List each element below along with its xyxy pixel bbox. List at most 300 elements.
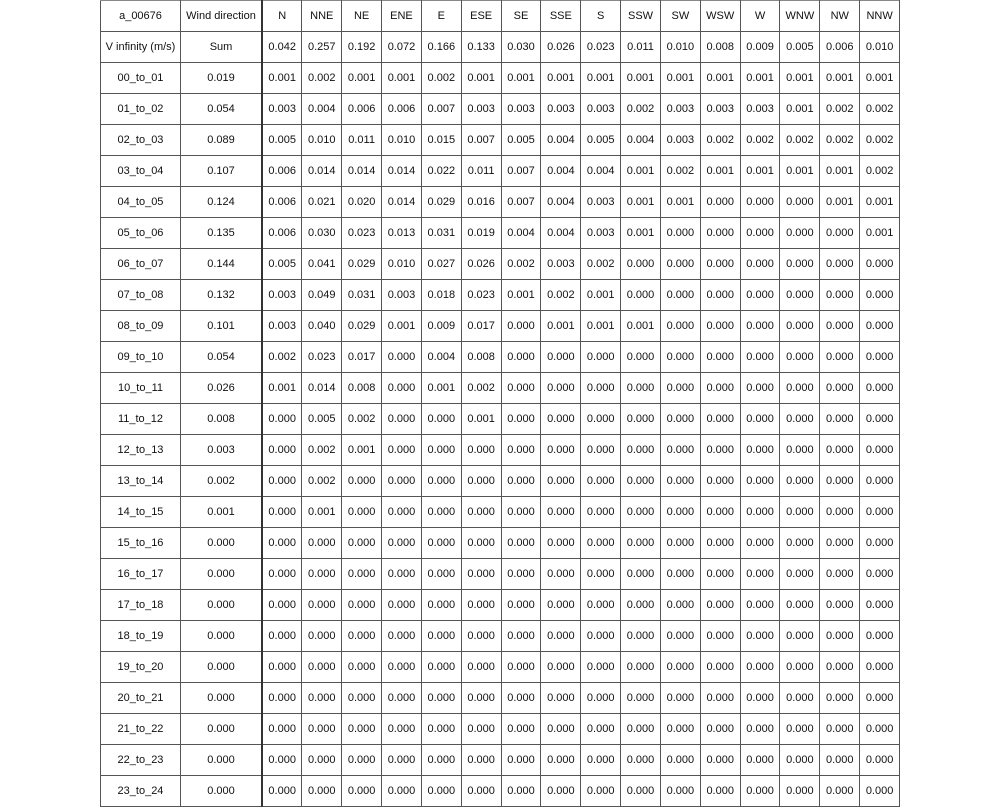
- speed-bin-label: 22_to_23: [101, 745, 181, 776]
- frequency-cell: 0.001: [581, 63, 621, 94]
- frequency-cell: 0.000: [660, 745, 700, 776]
- frequency-cell: 0.000: [621, 621, 661, 652]
- frequency-cell: 0.001: [262, 373, 302, 404]
- frequency-cell: 0.000: [541, 683, 581, 714]
- frequency-cell: 0.000: [621, 652, 661, 683]
- frequency-cell: 0.000: [621, 404, 661, 435]
- frequency-cell: 0.010: [382, 249, 422, 280]
- speed-bin-sum: 0.144: [181, 249, 263, 280]
- frequency-cell: 0.000: [660, 652, 700, 683]
- frequency-cell: 0.001: [621, 187, 661, 218]
- direction-header-s: S: [581, 1, 621, 32]
- frequency-cell: 0.000: [780, 559, 820, 590]
- frequency-cell: 0.000: [700, 435, 740, 466]
- frequency-cell: 0.023: [302, 342, 342, 373]
- frequency-cell: 0.000: [581, 714, 621, 745]
- frequency-cell: 0.000: [461, 683, 501, 714]
- frequency-cell: 0.000: [581, 559, 621, 590]
- frequency-cell: 0.000: [302, 776, 342, 807]
- frequency-cell: 0.000: [700, 342, 740, 373]
- frequency-cell: 0.000: [860, 621, 900, 652]
- speed-bin-label: 15_to_16: [101, 528, 181, 559]
- frequency-cell: 0.000: [421, 714, 461, 745]
- frequency-cell: 0.000: [860, 559, 900, 590]
- frequency-cell: 0.000: [461, 652, 501, 683]
- frequency-cell: 0.000: [501, 497, 541, 528]
- frequency-cell: 0.000: [820, 590, 860, 621]
- speed-bin-sum: 0.000: [181, 776, 263, 807]
- frequency-cell: 0.000: [700, 249, 740, 280]
- frequency-cell: 0.006: [342, 94, 382, 125]
- frequency-cell: 0.000: [501, 683, 541, 714]
- speed-bin-label: 11_to_12: [101, 404, 181, 435]
- frequency-cell: 0.000: [581, 652, 621, 683]
- frequency-cell: 0.000: [621, 745, 661, 776]
- frequency-cell: 0.000: [700, 745, 740, 776]
- frequency-cell: 0.001: [820, 156, 860, 187]
- frequency-cell: 0.002: [302, 466, 342, 497]
- frequency-cell: 0.003: [740, 94, 780, 125]
- frequency-cell: 0.000: [700, 776, 740, 807]
- frequency-cell: 0.000: [461, 497, 501, 528]
- frequency-cell: 0.001: [501, 63, 541, 94]
- frequency-cell: 0.000: [820, 218, 860, 249]
- frequency-cell: 0.000: [382, 776, 422, 807]
- frequency-cell: 0.001: [660, 63, 700, 94]
- table-row: [101, 745, 900, 776]
- frequency-cell: 0.000: [302, 528, 342, 559]
- frequency-cell: 0.000: [621, 342, 661, 373]
- frequency-cell: 0.000: [860, 714, 900, 745]
- speed-bin-sum: 0.000: [181, 745, 263, 776]
- frequency-cell: 0.000: [262, 621, 302, 652]
- frequency-cell: 0.000: [660, 280, 700, 311]
- frequency-cell: 0.000: [780, 590, 820, 621]
- frequency-cell: 0.008: [342, 373, 382, 404]
- speed-bin-sum: 0.101: [181, 311, 263, 342]
- frequency-cell: 0.000: [820, 745, 860, 776]
- frequency-cell: 0.003: [382, 280, 422, 311]
- frequency-cell: 0.000: [421, 776, 461, 807]
- frequency-cell: 0.041: [302, 249, 342, 280]
- frequency-cell: 0.001: [581, 280, 621, 311]
- frequency-cell: 0.000: [820, 249, 860, 280]
- frequency-cell: 0.000: [700, 187, 740, 218]
- frequency-cell: 0.000: [740, 621, 780, 652]
- frequency-cell: 0.000: [302, 745, 342, 776]
- frequency-cell: 0.000: [621, 776, 661, 807]
- speed-bin-sum: 0.107: [181, 156, 263, 187]
- table-row: [101, 218, 900, 249]
- sum-row: [101, 32, 900, 63]
- frequency-cell: 0.000: [501, 621, 541, 652]
- frequency-cell: 0.014: [302, 156, 342, 187]
- frequency-cell: 0.040: [302, 311, 342, 342]
- frequency-cell: 0.000: [660, 590, 700, 621]
- frequency-cell: 0.000: [820, 652, 860, 683]
- frequency-cell: 0.000: [740, 373, 780, 404]
- frequency-cell: 0.000: [421, 559, 461, 590]
- frequency-cell: 0.001: [541, 63, 581, 94]
- frequency-cell: 0.000: [621, 466, 661, 497]
- table-row: [101, 187, 900, 218]
- speed-bin-sum: 0.026: [181, 373, 263, 404]
- direction-sum-nnw: 0.010: [860, 32, 900, 63]
- frequency-cell: 0.000: [700, 714, 740, 745]
- frequency-cell: 0.000: [700, 621, 740, 652]
- frequency-cell: 0.000: [382, 342, 422, 373]
- frequency-cell: 0.030: [302, 218, 342, 249]
- speed-bin-label: 14_to_15: [101, 497, 181, 528]
- frequency-cell: 0.006: [262, 156, 302, 187]
- frequency-cell: 0.011: [342, 125, 382, 156]
- direction-header-wnw: WNW: [780, 1, 820, 32]
- frequency-cell: 0.000: [541, 528, 581, 559]
- frequency-cell: 0.002: [342, 404, 382, 435]
- frequency-cell: 0.000: [541, 590, 581, 621]
- frequency-cell: 0.001: [780, 156, 820, 187]
- frequency-cell: 0.000: [501, 776, 541, 807]
- frequency-cell: 0.000: [461, 621, 501, 652]
- frequency-cell: 0.000: [740, 497, 780, 528]
- frequency-cell: 0.000: [820, 342, 860, 373]
- frequency-cell: 0.001: [780, 63, 820, 94]
- frequency-cell: 0.000: [262, 652, 302, 683]
- frequency-cell: 0.000: [541, 745, 581, 776]
- frequency-cell: 0.022: [421, 156, 461, 187]
- frequency-cell: 0.000: [262, 776, 302, 807]
- speed-bin-sum: 0.000: [181, 559, 263, 590]
- frequency-cell: 0.021: [302, 187, 342, 218]
- speed-bin-sum: 0.008: [181, 404, 263, 435]
- frequency-cell: 0.014: [342, 156, 382, 187]
- table-row: [101, 714, 900, 745]
- frequency-cell: 0.004: [541, 187, 581, 218]
- direction-sum-n: 0.042: [262, 32, 302, 63]
- frequency-cell: 0.003: [541, 249, 581, 280]
- frequency-cell: 0.000: [860, 435, 900, 466]
- frequency-cell: 0.000: [262, 466, 302, 497]
- frequency-cell: 0.000: [302, 652, 342, 683]
- direction-sum-nne: 0.257: [302, 32, 342, 63]
- frequency-cell: 0.000: [621, 528, 661, 559]
- frequency-cell: 0.000: [262, 590, 302, 621]
- speed-unit-label: V infinity (m/s): [101, 32, 181, 63]
- frequency-cell: 0.000: [780, 342, 820, 373]
- frequency-cell: 0.000: [421, 435, 461, 466]
- frequency-cell: 0.000: [461, 776, 501, 807]
- speed-bin-label: 16_to_17: [101, 559, 181, 590]
- frequency-cell: 0.000: [780, 435, 820, 466]
- frequency-cell: 0.000: [660, 776, 700, 807]
- frequency-cell: 0.004: [421, 342, 461, 373]
- frequency-cell: 0.000: [621, 497, 661, 528]
- frequency-cell: 0.000: [382, 590, 422, 621]
- frequency-cell: 0.000: [740, 187, 780, 218]
- frequency-cell: 0.000: [342, 497, 382, 528]
- frequency-cell: 0.000: [342, 714, 382, 745]
- table-row: [101, 652, 900, 683]
- frequency-cell: 0.004: [621, 125, 661, 156]
- frequency-cell: 0.000: [382, 621, 422, 652]
- frequency-cell: 0.001: [820, 187, 860, 218]
- frequency-cell: 0.000: [740, 404, 780, 435]
- frequency-cell: 0.000: [700, 466, 740, 497]
- frequency-cell: 0.002: [660, 156, 700, 187]
- speed-bin-label: 19_to_20: [101, 652, 181, 683]
- frequency-cell: 0.000: [541, 404, 581, 435]
- frequency-cell: 0.001: [700, 63, 740, 94]
- frequency-cell: 0.000: [780, 745, 820, 776]
- frequency-cell: 0.000: [541, 559, 581, 590]
- frequency-cell: 0.013: [382, 218, 422, 249]
- frequency-cell: 0.000: [421, 683, 461, 714]
- direction-header-sse: SSE: [541, 1, 581, 32]
- speed-bin-sum: 0.002: [181, 466, 263, 497]
- speed-bin-sum: 0.135: [181, 218, 263, 249]
- frequency-cell: 0.000: [780, 373, 820, 404]
- frequency-cell: 0.001: [302, 497, 342, 528]
- frequency-cell: 0.000: [541, 621, 581, 652]
- frequency-cell: 0.000: [501, 745, 541, 776]
- frequency-cell: 0.000: [740, 745, 780, 776]
- frequency-cell: 0.000: [302, 559, 342, 590]
- frequency-cell: 0.000: [541, 466, 581, 497]
- frequency-cell: 0.000: [860, 311, 900, 342]
- frequency-cell: 0.005: [262, 249, 302, 280]
- table-row: [101, 404, 900, 435]
- frequency-cell: 0.000: [740, 342, 780, 373]
- frequency-cell: 0.000: [780, 249, 820, 280]
- frequency-cell: 0.002: [860, 94, 900, 125]
- frequency-cell: 0.005: [262, 125, 302, 156]
- direction-header-nnw: NNW: [860, 1, 900, 32]
- table-row: [101, 311, 900, 342]
- frequency-cell: 0.000: [740, 776, 780, 807]
- frequency-cell: 0.003: [461, 94, 501, 125]
- direction-header-nne: NNE: [302, 1, 342, 32]
- frequency-cell: 0.000: [382, 714, 422, 745]
- frequency-cell: 0.000: [820, 776, 860, 807]
- direction-header-sw: SW: [660, 1, 700, 32]
- frequency-cell: 0.000: [740, 218, 780, 249]
- wind-direction-header: Wind direction: [181, 1, 263, 32]
- frequency-cell: 0.000: [581, 373, 621, 404]
- speed-bin-sum: 0.003: [181, 435, 263, 466]
- frequency-cell: 0.009: [421, 311, 461, 342]
- frequency-cell: 0.000: [621, 714, 661, 745]
- frequency-cell: 0.003: [581, 187, 621, 218]
- frequency-cell: 0.000: [780, 683, 820, 714]
- frequency-cell: 0.000: [860, 528, 900, 559]
- frequency-cell: 0.031: [421, 218, 461, 249]
- frequency-cell: 0.000: [860, 590, 900, 621]
- frequency-cell: 0.000: [421, 528, 461, 559]
- frequency-cell: 0.000: [501, 466, 541, 497]
- frequency-cell: 0.002: [581, 249, 621, 280]
- frequency-cell: 0.000: [820, 404, 860, 435]
- frequency-cell: 0.000: [740, 528, 780, 559]
- frequency-cell: 0.000: [700, 311, 740, 342]
- speed-bin-sum: 0.132: [181, 280, 263, 311]
- frequency-cell: 0.020: [342, 187, 382, 218]
- frequency-cell: 0.003: [541, 94, 581, 125]
- frequency-cell: 0.000: [660, 621, 700, 652]
- table-row: [101, 94, 900, 125]
- frequency-cell: 0.001: [621, 156, 661, 187]
- direction-sum-wnw: 0.005: [780, 32, 820, 63]
- frequency-cell: 0.001: [342, 435, 382, 466]
- frequency-cell: 0.003: [660, 125, 700, 156]
- frequency-cell: 0.000: [501, 714, 541, 745]
- direction-sum-se: 0.030: [501, 32, 541, 63]
- frequency-cell: 0.001: [501, 280, 541, 311]
- frequency-cell: 0.000: [660, 528, 700, 559]
- frequency-cell: 0.000: [382, 559, 422, 590]
- frequency-cell: 0.001: [421, 373, 461, 404]
- frequency-cell: 0.000: [780, 528, 820, 559]
- frequency-cell: 0.029: [342, 249, 382, 280]
- frequency-cell: 0.007: [501, 156, 541, 187]
- frequency-cell: 0.000: [262, 528, 302, 559]
- frequency-cell: 0.004: [541, 156, 581, 187]
- frequency-cell: 0.000: [342, 466, 382, 497]
- frequency-cell: 0.002: [302, 63, 342, 94]
- table-row: [101, 621, 900, 652]
- frequency-cell: 0.000: [740, 652, 780, 683]
- frequency-cell: 0.000: [700, 404, 740, 435]
- wind-table-body: [101, 1, 900, 807]
- table-row: [101, 63, 900, 94]
- frequency-cell: 0.000: [820, 435, 860, 466]
- frequency-cell: 0.000: [820, 683, 860, 714]
- frequency-cell: 0.017: [342, 342, 382, 373]
- speed-bin-label: 03_to_04: [101, 156, 181, 187]
- frequency-cell: 0.000: [820, 497, 860, 528]
- frequency-cell: 0.000: [860, 373, 900, 404]
- frequency-cell: 0.000: [740, 435, 780, 466]
- frequency-cell: 0.000: [302, 621, 342, 652]
- speed-bin-sum: 0.054: [181, 342, 263, 373]
- frequency-cell: 0.000: [262, 559, 302, 590]
- frequency-cell: 0.007: [421, 94, 461, 125]
- frequency-cell: 0.000: [421, 404, 461, 435]
- frequency-cell: 0.010: [302, 125, 342, 156]
- direction-sum-wsw: 0.008: [700, 32, 740, 63]
- frequency-cell: 0.000: [302, 714, 342, 745]
- frequency-cell: 0.000: [501, 404, 541, 435]
- frequency-cell: 0.000: [740, 683, 780, 714]
- frequency-cell: 0.000: [820, 528, 860, 559]
- table-row: [101, 156, 900, 187]
- frequency-cell: 0.000: [660, 373, 700, 404]
- frequency-cell: 0.000: [382, 466, 422, 497]
- speed-bin-label: 20_to_21: [101, 683, 181, 714]
- frequency-cell: 0.002: [302, 435, 342, 466]
- frequency-cell: 0.000: [621, 373, 661, 404]
- frequency-cell: 0.004: [541, 218, 581, 249]
- frequency-cell: 0.018: [421, 280, 461, 311]
- frequency-cell: 0.000: [262, 745, 302, 776]
- speed-bin-sum: 0.000: [181, 714, 263, 745]
- frequency-cell: 0.000: [262, 435, 302, 466]
- frequency-cell: 0.003: [581, 94, 621, 125]
- frequency-cell: 0.000: [581, 435, 621, 466]
- frequency-cell: 0.000: [461, 745, 501, 776]
- direction-sum-ne: 0.192: [342, 32, 382, 63]
- frequency-cell: 0.001: [860, 63, 900, 94]
- frequency-cell: 0.001: [740, 156, 780, 187]
- frequency-cell: 0.000: [780, 187, 820, 218]
- direction-sum-nw: 0.006: [820, 32, 860, 63]
- frequency-cell: 0.000: [820, 280, 860, 311]
- header-row: [101, 1, 900, 32]
- table-row: [101, 559, 900, 590]
- frequency-cell: 0.000: [660, 311, 700, 342]
- frequency-cell: 0.000: [342, 745, 382, 776]
- frequency-cell: 0.008: [461, 342, 501, 373]
- frequency-cell: 0.001: [860, 218, 900, 249]
- frequency-cell: 0.000: [660, 497, 700, 528]
- frequency-cell: 0.001: [342, 63, 382, 94]
- frequency-cell: 0.000: [541, 714, 581, 745]
- frequency-cell: 0.000: [780, 311, 820, 342]
- frequency-cell: 0.000: [860, 342, 900, 373]
- frequency-cell: 0.000: [621, 280, 661, 311]
- direction-header-wsw: WSW: [700, 1, 740, 32]
- frequency-cell: 0.001: [461, 404, 501, 435]
- frequency-cell: 0.006: [262, 187, 302, 218]
- frequency-cell: 0.002: [780, 125, 820, 156]
- frequency-cell: 0.001: [581, 311, 621, 342]
- frequency-cell: 0.001: [740, 63, 780, 94]
- frequency-cell: 0.002: [820, 125, 860, 156]
- frequency-cell: 0.000: [541, 373, 581, 404]
- frequency-cell: 0.001: [860, 187, 900, 218]
- speed-bin-sum: 0.000: [181, 590, 263, 621]
- frequency-cell: 0.000: [780, 280, 820, 311]
- frequency-cell: 0.000: [621, 590, 661, 621]
- frequency-cell: 0.000: [501, 590, 541, 621]
- sum-label: Sum: [181, 32, 263, 63]
- frequency-cell: 0.000: [660, 466, 700, 497]
- speed-bin-label: 10_to_11: [101, 373, 181, 404]
- frequency-cell: 0.000: [780, 497, 820, 528]
- speed-bin-sum: 0.019: [181, 63, 263, 94]
- speed-bin-label: 13_to_14: [101, 466, 181, 497]
- frequency-cell: 0.000: [660, 342, 700, 373]
- frequency-cell: 0.000: [461, 528, 501, 559]
- frequency-cell: 0.000: [740, 559, 780, 590]
- direction-sum-sw: 0.010: [660, 32, 700, 63]
- frequency-cell: 0.001: [660, 187, 700, 218]
- table-row: [101, 528, 900, 559]
- frequency-cell: 0.000: [860, 280, 900, 311]
- frequency-cell: 0.000: [302, 590, 342, 621]
- speed-bin-sum: 0.001: [181, 497, 263, 528]
- frequency-cell: 0.000: [501, 559, 541, 590]
- speed-bin-sum: 0.000: [181, 652, 263, 683]
- frequency-cell: 0.000: [501, 373, 541, 404]
- frequency-cell: 0.000: [780, 776, 820, 807]
- frequency-cell: 0.000: [382, 745, 422, 776]
- direction-sum-ene: 0.072: [382, 32, 422, 63]
- frequency-cell: 0.000: [740, 714, 780, 745]
- frequency-cell: 0.000: [820, 373, 860, 404]
- frequency-cell: 0.000: [262, 683, 302, 714]
- frequency-cell: 0.002: [501, 249, 541, 280]
- frequency-cell: 0.001: [382, 311, 422, 342]
